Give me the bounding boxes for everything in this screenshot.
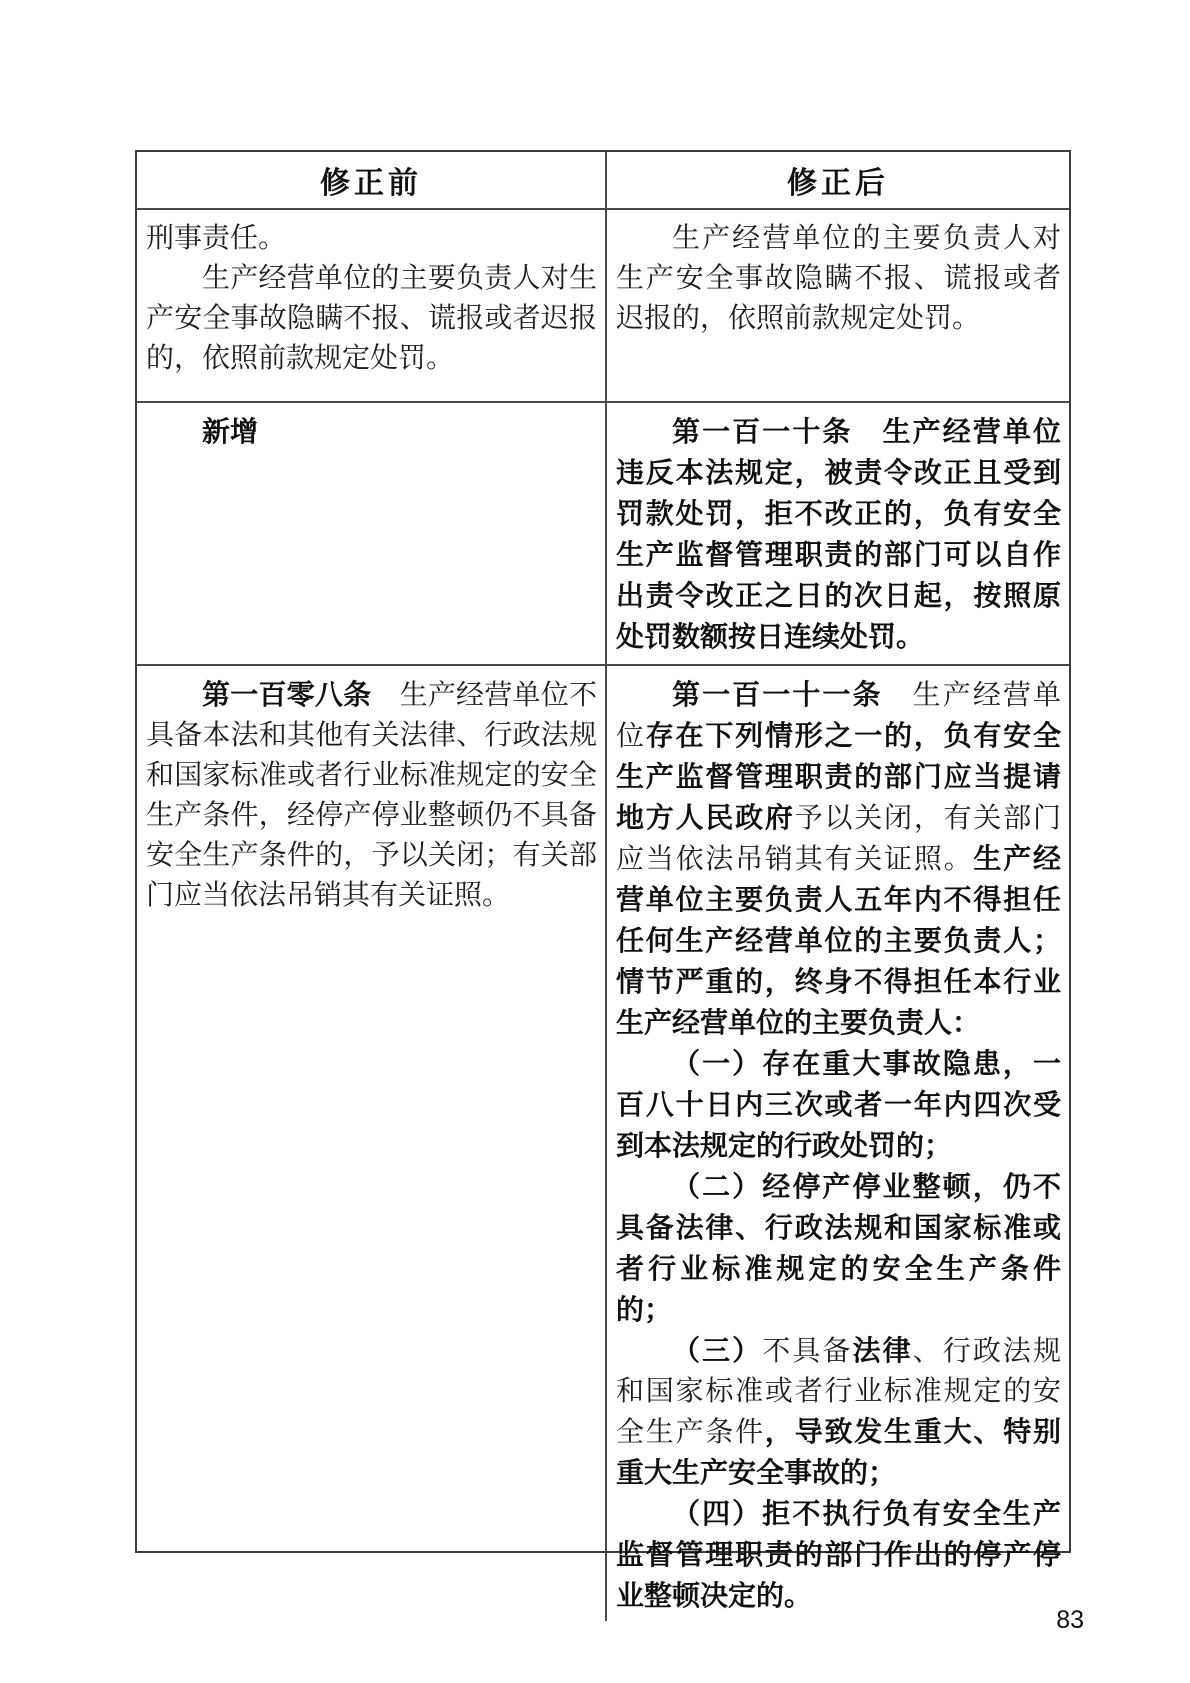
amendment-comparison-table <box>135 150 1071 1611</box>
cell-after-article-106 <box>607 210 1069 401</box>
text-run: 生产经营单位的主要负责人对生产安全事故隐瞒不报、谎报或者迟报的，依照前款规定处罚。 <box>146 263 597 374</box>
paragraph <box>616 675 1061 1044</box>
cell-before-article-108 <box>137 666 607 1621</box>
text-run: 不具备 <box>762 1336 853 1367</box>
text-run: 生产经营单位主要负责人五年内不得担任任何生产经营单位的主要负责人；情节严重的，终身不得担任本行业生产经营单位的主要负责人： <box>616 843 1061 1038</box>
text-run: 生产经营单位违反本法规定，被责令改正且受到罚款处罚，拒不改正的，负有安全生产监督管理职责的部门可以自作出责令改正之日的次日起，按照原处罚数额按日连续处罚。 <box>616 416 1061 652</box>
text-run: ，导致发生重大、特别重大生产安全事故的； <box>616 1416 1061 1488</box>
paragraph <box>616 1044 1061 1167</box>
text-run: 刑事责任。 <box>146 223 287 254</box>
paragraph <box>146 412 597 453</box>
text-run: 第一百一十一条 <box>672 679 883 710</box>
page-number: 83 <box>1056 1606 1084 1634</box>
paragraph <box>616 219 1061 339</box>
cell-after-article-110 <box>607 403 1069 664</box>
paragraph <box>146 219 597 259</box>
paragraph <box>146 675 597 916</box>
table-row <box>137 210 1069 403</box>
cell-after-article-111 <box>607 666 1069 1621</box>
text-run: 生产经营单位的主要负责人对生产安全事故隐瞒不报、谎报或者迟报的，依照前款规定处罚。 <box>616 223 1061 334</box>
text-run: （四）拒不执行负有安全生产监督管理职责的部门作出的停产停业整顿决定的。 <box>616 1498 1061 1611</box>
text-run: （二）经停产停业整顿，仍不具备法律、行政法规和国家标准或者行业标准规定的安全生产条件的； <box>616 1171 1061 1325</box>
text-run: 生产经营单位 <box>616 680 1061 752</box>
cell-before-new-addition <box>137 403 607 664</box>
text-run: 法律 <box>852 1335 913 1366</box>
text-run: 、行政法规和国家标准或者行业标准规定的安全生产条件 <box>616 1336 1061 1448</box>
header-cell-before: 修正前 <box>137 152 607 208</box>
table-header-row <box>137 152 1069 210</box>
paragraph <box>616 1494 1061 1617</box>
paragraph <box>616 412 1061 658</box>
text-run: 予以关闭，有关部门应当依法吊销其有关证照。 <box>616 803 1061 875</box>
text-run: 生产经营单位不具备本法和其他有关法律、行政法规和国家标准或者行业标准规定的安全生产条件，经停产停业整顿仍不具备安全生产条件的，予以关闭；有关部门应当依法吊销其有关证照。 <box>146 680 597 911</box>
paragraph <box>616 1167 1061 1331</box>
cell-before-article-106 <box>137 210 607 401</box>
header-cell-after: 修正后 <box>787 167 889 200</box>
text-run: （三） <box>672 1335 763 1366</box>
text-run: 新增 <box>202 416 259 447</box>
table-row <box>137 403 1069 666</box>
text-run: （一）存在重大事故隐患，一百八十日内三次或者一年内四次受到本法规定的行政处罚的； <box>616 1048 1061 1161</box>
text-run: 第一百零八条 <box>202 679 372 710</box>
text-run: 第一百一十条 <box>672 416 853 447</box>
text-run: 存在下列情形之一的，负有安全生产监督管理职责的部门应当提请地方人民政府 <box>616 720 1061 833</box>
paragraph <box>616 1331 1061 1494</box>
paragraph <box>146 259 597 379</box>
table-row <box>137 666 1069 1621</box>
